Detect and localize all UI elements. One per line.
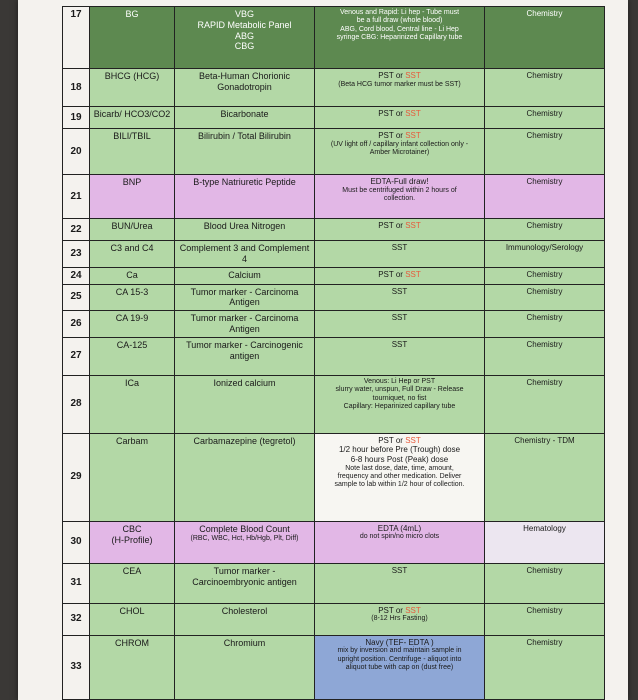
tube-type: EDTA-Full draw! Must be centrifuged within 2 hours of collection.	[315, 175, 485, 219]
department: Chemistry	[485, 267, 605, 284]
test-name: Beta-Human Chorionic Gonadotropin	[175, 69, 315, 107]
test-name: Tumor marker - Carcinoma Antigen	[175, 311, 315, 338]
department: Chemistry	[485, 284, 605, 311]
department: Chemistry	[485, 375, 605, 433]
table-row	[63, 284, 605, 311]
row-number: 17	[63, 7, 90, 69]
test-abbreviation: CA 19-9	[90, 311, 175, 338]
test-abbreviation: CHROM	[90, 635, 175, 699]
lab-test-table	[62, 6, 605, 700]
department: Chemistry	[485, 337, 605, 375]
test-name: Calcium	[175, 267, 315, 284]
test-abbreviation: ICa	[90, 375, 175, 433]
test-name: Blood Urea Nitrogen	[175, 219, 315, 241]
tube-type: PST or SST (Beta HCG tumor marker must be SST)	[315, 69, 485, 107]
table-row	[63, 241, 605, 268]
test-abbreviation: BHCG (HCG)	[90, 69, 175, 107]
row-number: 32	[63, 603, 90, 635]
table-row	[63, 563, 605, 603]
test-abbreviation: Carbam	[90, 433, 175, 521]
row-number: 25	[63, 284, 90, 311]
row-number: 23	[63, 241, 90, 268]
row-number: 22	[63, 219, 90, 241]
table-row	[63, 603, 605, 635]
row-number: 29	[63, 433, 90, 521]
department: Hematology	[485, 521, 605, 563]
table-row	[63, 129, 605, 175]
row-number: 30	[63, 521, 90, 563]
tube-type: SST	[315, 241, 485, 268]
tube-type: PST or SST (UV light off / capillary infant collection only - Amber Microtainer)	[315, 129, 485, 175]
test-name: Complement 3 and Complement 4	[175, 241, 315, 268]
table-row	[63, 521, 605, 563]
department: Chemistry - TDM	[485, 433, 605, 521]
department: Chemistry	[485, 603, 605, 635]
tube-type: SST	[315, 563, 485, 603]
table-row	[63, 267, 605, 284]
department: Chemistry	[485, 175, 605, 219]
row-number: 21	[63, 175, 90, 219]
test-name: B-type Natriuretic Peptide	[175, 175, 315, 219]
table-row	[63, 107, 605, 129]
department: Chemistry	[485, 7, 605, 69]
tube-type: Venous: Li Hep or PST slurry water, unspun, Full Draw - Release tourniquet, no fist Capillary: Heparinized capillary tube	[315, 375, 485, 433]
tube-type: Venous and Rapid: Li hep - Tube must be a full draw (whole blood) ABG, Cord blood, Central line - Li Hep syringe CBG: Heparinized Capillary tube	[315, 7, 485, 69]
row-number: 19	[63, 107, 90, 129]
table-row	[63, 433, 605, 521]
table-row	[63, 7, 605, 69]
department: Chemistry	[485, 69, 605, 107]
test-name: Complete Blood Count (RBC, WBC, Hct, Hb/Hgb, Plt, Diff)	[175, 521, 315, 563]
tube-type: PST or SST (8-12 Hrs Fasting)	[315, 603, 485, 635]
table-row	[63, 69, 605, 107]
test-name: Bilirubin / Total Bilirubin	[175, 129, 315, 175]
row-number: 20	[63, 129, 90, 175]
test-name: Bicarbonate	[175, 107, 315, 129]
test-name: VBG RAPID Metabolic Panel ABG CBG	[175, 7, 315, 69]
row-number: 18	[63, 69, 90, 107]
department: Chemistry	[485, 107, 605, 129]
test-name: Tumor marker - Carcinoembryonic antigen	[175, 563, 315, 603]
table-row	[63, 219, 605, 241]
test-name: Tumor marker - Carcinoma Antigen	[175, 284, 315, 311]
department: Chemistry	[485, 129, 605, 175]
test-abbreviation: Bicarb/ HCO3/CO2	[90, 107, 175, 129]
department: Chemistry	[485, 311, 605, 338]
row-number: 24	[63, 267, 90, 284]
tube-type: PST or SST	[315, 219, 485, 241]
department: Chemistry	[485, 563, 605, 603]
test-abbreviation: BUN/Urea	[90, 219, 175, 241]
tube-type: Navy (TEF- EDTA ) mix by inversion and maintain sample in upright position. Centrifuge - aliquot into aliquot tube with cap on (dust free)	[315, 635, 485, 699]
row-number: 26	[63, 311, 90, 338]
table-row	[63, 175, 605, 219]
test-abbreviation: BNP	[90, 175, 175, 219]
row-number: 28	[63, 375, 90, 433]
department: Chemistry	[485, 635, 605, 699]
test-name: Chromium	[175, 635, 315, 699]
department: Chemistry	[485, 219, 605, 241]
test-name: Carbamazepine (tegretol)	[175, 433, 315, 521]
tube-type: PST or SST	[315, 107, 485, 129]
department: Immunology/Serology	[485, 241, 605, 268]
table-row	[63, 375, 605, 433]
row-number: 27	[63, 337, 90, 375]
test-abbreviation: CEA	[90, 563, 175, 603]
test-abbreviation: BILI/TBIL	[90, 129, 175, 175]
test-abbreviation: BG	[90, 7, 175, 69]
row-number: 33	[63, 635, 90, 699]
tube-type: EDTA (4mL) do not spin/no micro clots	[315, 521, 485, 563]
table-row	[63, 635, 605, 699]
test-abbreviation: CA-125	[90, 337, 175, 375]
paper-sheet	[18, 0, 628, 700]
test-abbreviation: CHOL	[90, 603, 175, 635]
tube-type: PST or SST 1/2 hour before Pre (Trough) dose 6-8 hours Post (Peak) dose Note last dose, date, time, amount, frequency and other medication. Deliver sample to lab within 1/2 hour of collection.	[315, 433, 485, 521]
table-row	[63, 337, 605, 375]
test-abbreviation: CA 15-3	[90, 284, 175, 311]
tube-type: PST or SST	[315, 267, 485, 284]
test-abbreviation: CBC (H-Profile)	[90, 521, 175, 563]
tube-type: SST	[315, 284, 485, 311]
row-number: 31	[63, 563, 90, 603]
test-abbreviation: Ca	[90, 267, 175, 284]
tube-type: SST	[315, 337, 485, 375]
test-name: Cholesterol	[175, 603, 315, 635]
test-name: Tumor marker - Carcinogenic antigen	[175, 337, 315, 375]
test-abbreviation: C3 and C4	[90, 241, 175, 268]
test-name: Ionized calcium	[175, 375, 315, 433]
table-row	[63, 311, 605, 338]
tube-type: SST	[315, 311, 485, 338]
